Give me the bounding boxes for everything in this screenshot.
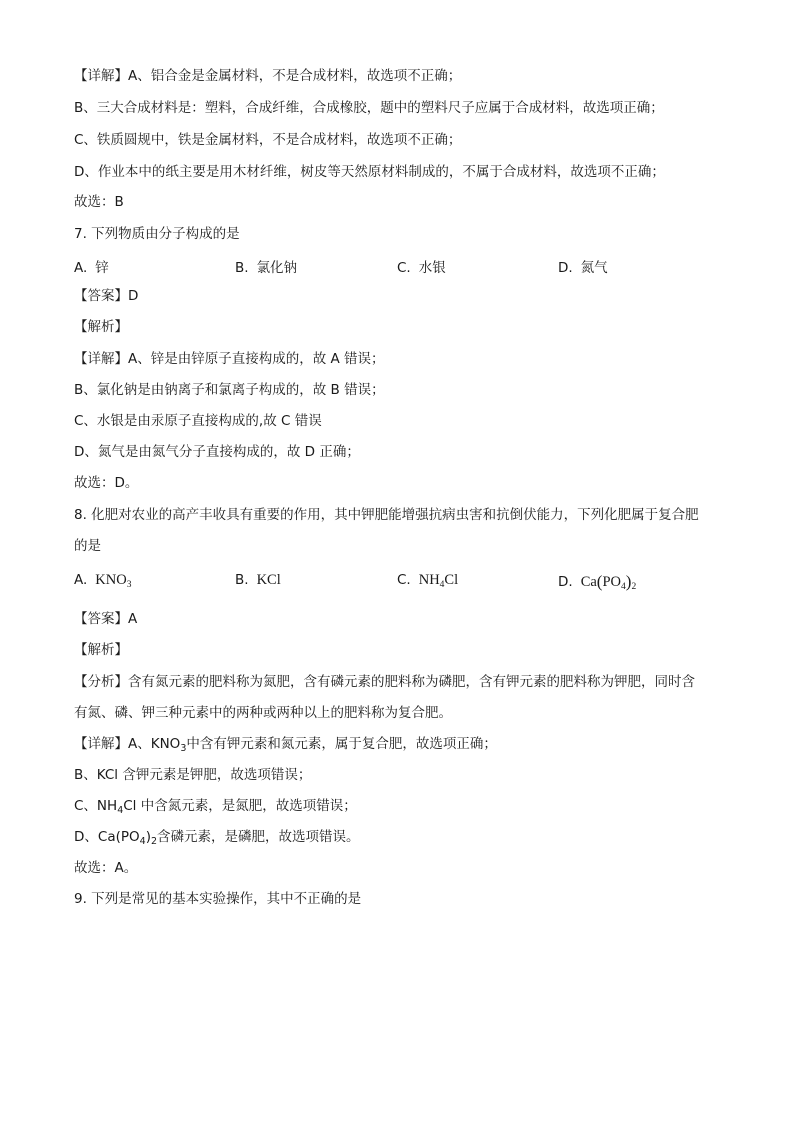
- detail-text: Cl 中含氮元素，是氮肥，故选项错误；: [123, 798, 357, 814]
- option-text: 氮气: [580, 260, 608, 276]
- detail-text: A、铝合金是金属材料，不是合成材料，故选项不正确；: [128, 68, 462, 84]
- option-formula: [95, 572, 131, 588]
- option-formula: KCl: [256, 572, 281, 588]
- detail-text: D、Ca(PO: [74, 829, 140, 845]
- formula-subscript: 4: [621, 582, 626, 592]
- detail-text: A、锌是由锌原子直接构成的，故 A 错误；: [128, 351, 385, 367]
- answer-tag: 【答案】: [74, 611, 128, 627]
- q8-fenxi-line2: 有氮、磷、钾三种元素中的两种或两种以上的肥料称为复合肥。: [74, 705, 452, 721]
- q9-stem: 9. 下列是常见的基本实验操作，其中不正确的是: [74, 891, 362, 907]
- formula-subscript: 2: [150, 836, 158, 847]
- option-letter: D.: [558, 574, 573, 590]
- q6-detail-c: C、铁质圆规中，铁是金属材料，不是合成材料，故选项不正确；: [74, 132, 462, 148]
- option-letter: B.: [235, 572, 249, 588]
- q8-option-a: [74, 572, 131, 589]
- formula-outer-subscript: 2: [631, 582, 637, 592]
- q8-option-b: [235, 572, 281, 589]
- q8-stem-line1: 8. 化肥对农业的高产丰收具有重要的作用，其中钾肥能增强抗病虫害和抗倒伏能力，下列化肥属于复合肥: [74, 507, 699, 523]
- option-text: 水银: [418, 260, 446, 276]
- option-letter: C.: [397, 572, 411, 588]
- q8-detail-c: [74, 797, 357, 815]
- q8-detail-b: B、KCl 含钾元素是钾肥，故选项错误；: [74, 767, 312, 783]
- q8-fenxi-line1: [74, 673, 695, 691]
- formula-main: NH: [418, 572, 440, 588]
- q8-option-c: [397, 572, 458, 589]
- q8-option-d: [558, 572, 636, 592]
- q8-choose: 故选：A。: [74, 860, 138, 876]
- q7-answer: [74, 287, 138, 305]
- left-paren: (: [596, 572, 603, 591]
- option-text: 锌: [95, 260, 109, 276]
- formula-main: Ca: [580, 574, 597, 590]
- formula-subscript: 3: [180, 743, 187, 754]
- answer-tag: 【答案】: [74, 288, 128, 304]
- detail-tag: 【详解】: [74, 736, 128, 752]
- formula-subscript: 4: [117, 805, 124, 816]
- option-letter: C.: [397, 260, 411, 276]
- q7-option-a: [74, 256, 109, 276]
- q8-detail-a: [74, 735, 497, 753]
- q7-option-d: [558, 256, 608, 276]
- option-letter: D.: [558, 260, 573, 276]
- detail-text: 中含有钾元素和氮元素，属于复合肥，故选项正确；: [186, 736, 497, 752]
- q7-detail-a: [74, 350, 385, 368]
- q7-analysis-tag: 【解析】: [74, 319, 128, 335]
- option-formula: [419, 572, 458, 588]
- fenxi-text: 含有氮元素的肥料称为氮肥，含有磷元素的肥料称为磷肥，含有钾元素的肥料称为钾肥，同时含: [128, 674, 695, 690]
- formula-subscript: 4: [139, 836, 146, 847]
- detail-text: 含磷元素，是磷肥，故选项错误。: [157, 829, 360, 845]
- q6-detail-d: D、作业本中的纸主要是用木材纤维，树皮等天然原材料制成的，不属于合成材料，故选项不正确；: [74, 164, 665, 180]
- option-formula: [581, 574, 637, 590]
- detail-text: ): [145, 829, 151, 845]
- q8-analysis-tag: 【解析】: [74, 642, 128, 658]
- q7-option-c: [397, 256, 446, 276]
- formula-tail: Cl: [444, 572, 459, 588]
- q8-options: [74, 572, 734, 592]
- detail-tag: 【详解】: [74, 351, 128, 367]
- formula-subscript: 4: [439, 580, 445, 590]
- q8-detail-d: [74, 828, 360, 846]
- answer-value: A: [128, 611, 138, 627]
- q6-detail-b: B、三大合成材料是：塑料，合成纤维，合成橡胶，题中的塑料尺子应属于合成材料，故选项正确；: [74, 100, 664, 116]
- q8-stem-line2: 的是: [74, 538, 101, 554]
- option-letter: A.: [74, 260, 88, 276]
- q8-answer: [74, 610, 137, 628]
- q6-detail-a: [74, 67, 461, 85]
- detail-text: A、KNO: [128, 736, 181, 752]
- detail-text: C、NH: [74, 798, 118, 814]
- q7-detail-b: B、氯化钠是由钠离子和氯离子构成的，故 B 错误；: [74, 382, 385, 398]
- option-letter: A.: [74, 572, 88, 588]
- formula-subscript: 3: [126, 580, 132, 590]
- option-letter: B.: [235, 260, 249, 276]
- fenxi-tag: 【分析】: [74, 674, 128, 690]
- right-paren: ): [625, 572, 632, 591]
- q7-detail-c: C、水银是由汞原子直接构成的,故 C 错误: [74, 413, 322, 429]
- formula-inner: PO: [602, 574, 622, 590]
- q7-stem: 7. 下列物质由分子构成的是: [74, 226, 240, 242]
- q7-option-b: [235, 256, 297, 276]
- answer-value: D: [128, 288, 139, 304]
- q6-choose: 故选：B: [74, 194, 124, 210]
- detail-tag: 【详解】: [74, 68, 128, 84]
- option-text: 氯化钠: [256, 260, 298, 276]
- formula-main: KNO: [95, 572, 127, 588]
- q7-choose: 故选：D。: [74, 475, 139, 491]
- q7-options: [74, 256, 734, 276]
- q7-detail-d: D、氮气是由氮气分子直接构成的，故 D 正确；: [74, 444, 360, 460]
